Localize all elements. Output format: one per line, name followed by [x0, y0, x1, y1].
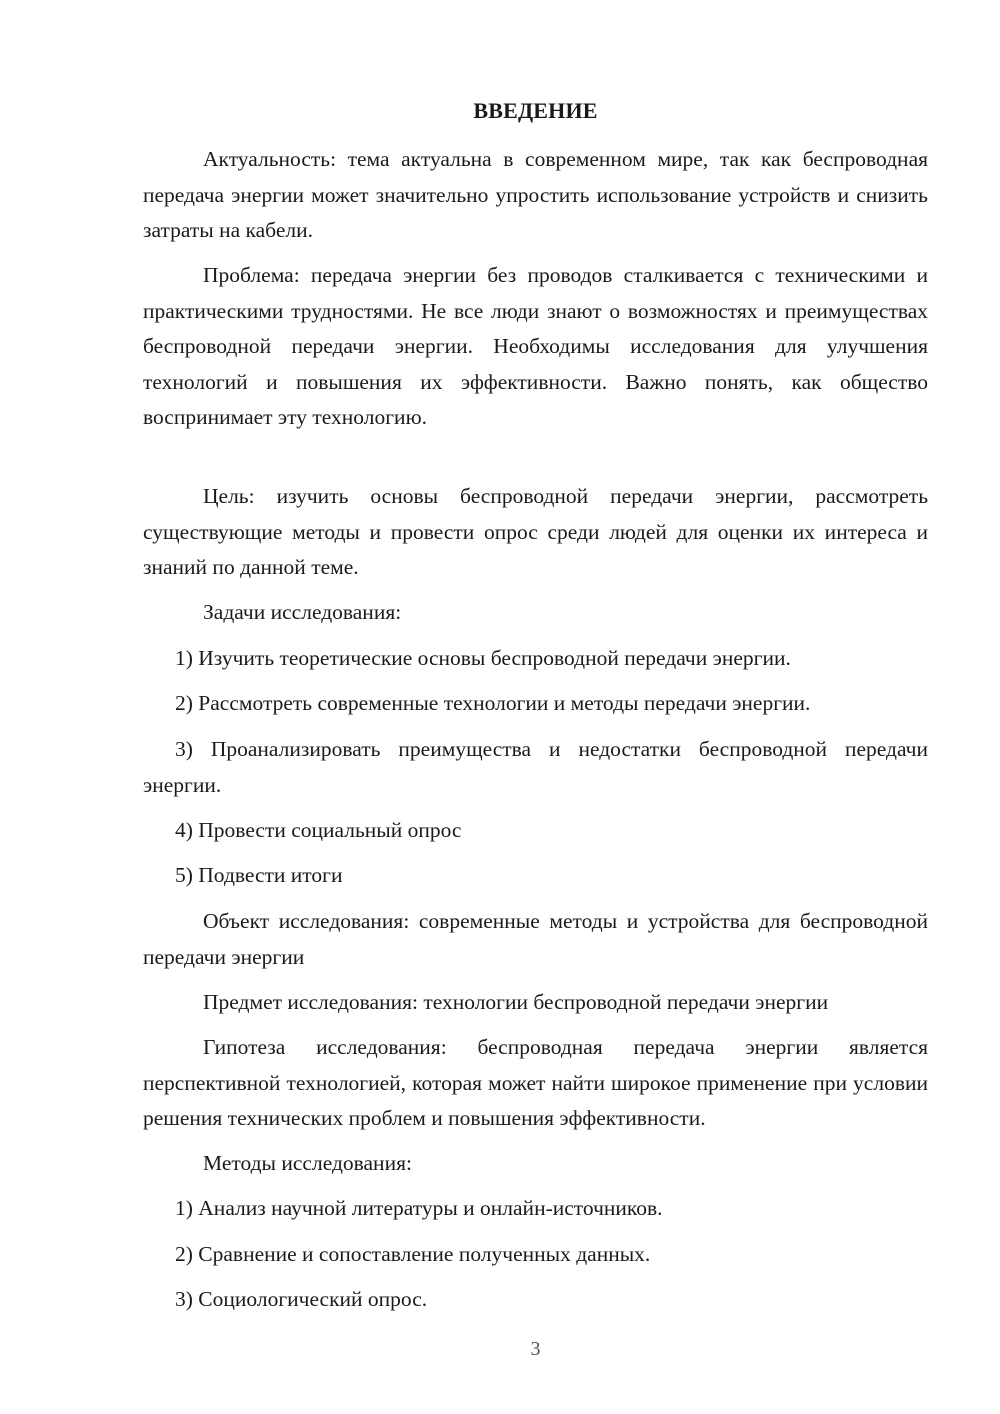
object-paragraph: Объект исследования: современные методы и устройства для беспроводной передачи энергии [143, 909, 928, 969]
document-page [143, 0, 928, 1414]
task-item-2: 2) Рассмотреть современные технологии и методы передачи энергии. [175, 691, 811, 715]
task-item-5: 5) Подвести итоги [175, 863, 343, 887]
tasks-heading: Задачи исследования: [203, 600, 402, 624]
method-item-1: 1) Анализ научной литературы и онлайн-источников. [175, 1196, 663, 1220]
method-item-3: 3) Социологический опрос. [175, 1287, 428, 1311]
relevance-paragraph: Актуальность: тема актуальна в современном мире, так как беспроводная передача энергии может значительно упростить использование устройств и снизить затраты на кабели. [143, 147, 928, 242]
methods-heading: Методы исследования: [203, 1151, 412, 1175]
subject-paragraph: Предмет исследования: технологии беспроводной передачи энергии [203, 990, 829, 1014]
problem-paragraph: Проблема: передача энергии без проводов сталкивается с техническими и практическими трудностями. Не все люди знают о возможностях и преимуществах беспроводной передачи энергии. Необходимы исследования для улучшения технологий и повышения их эффективности. Важно понять, как общество воспринимает эту технологию. [143, 263, 928, 429]
hypothesis-paragraph: Гипотеза исследования: беспроводная передача энергии является перспективной технологией, которая может найти широкое применение при условии решения технических проблем и повышения эффективности. [143, 1035, 928, 1130]
method-item-2: 2) Сравнение и сопоставление полученных данных. [175, 1242, 651, 1266]
task-item-1: 1) Изучить теоретические основы беспроводной передачи энергии. [175, 646, 791, 670]
task-item-4: 4) Провести социальный опрос [175, 818, 462, 842]
section-heading: ВВЕДЕНИЕ [473, 98, 598, 123]
goal-paragraph: Цель: изучить основы беспроводной передачи энергии, рассмотреть существующие методы и провести опрос среди людей для оценки их интереса и знаний по данной теме. [143, 484, 928, 579]
page-number: 3 [530, 1338, 541, 1360]
task-item-3: 3) Проанализировать преимущества и недостатки беспроводной передачи энергии. [143, 737, 928, 797]
